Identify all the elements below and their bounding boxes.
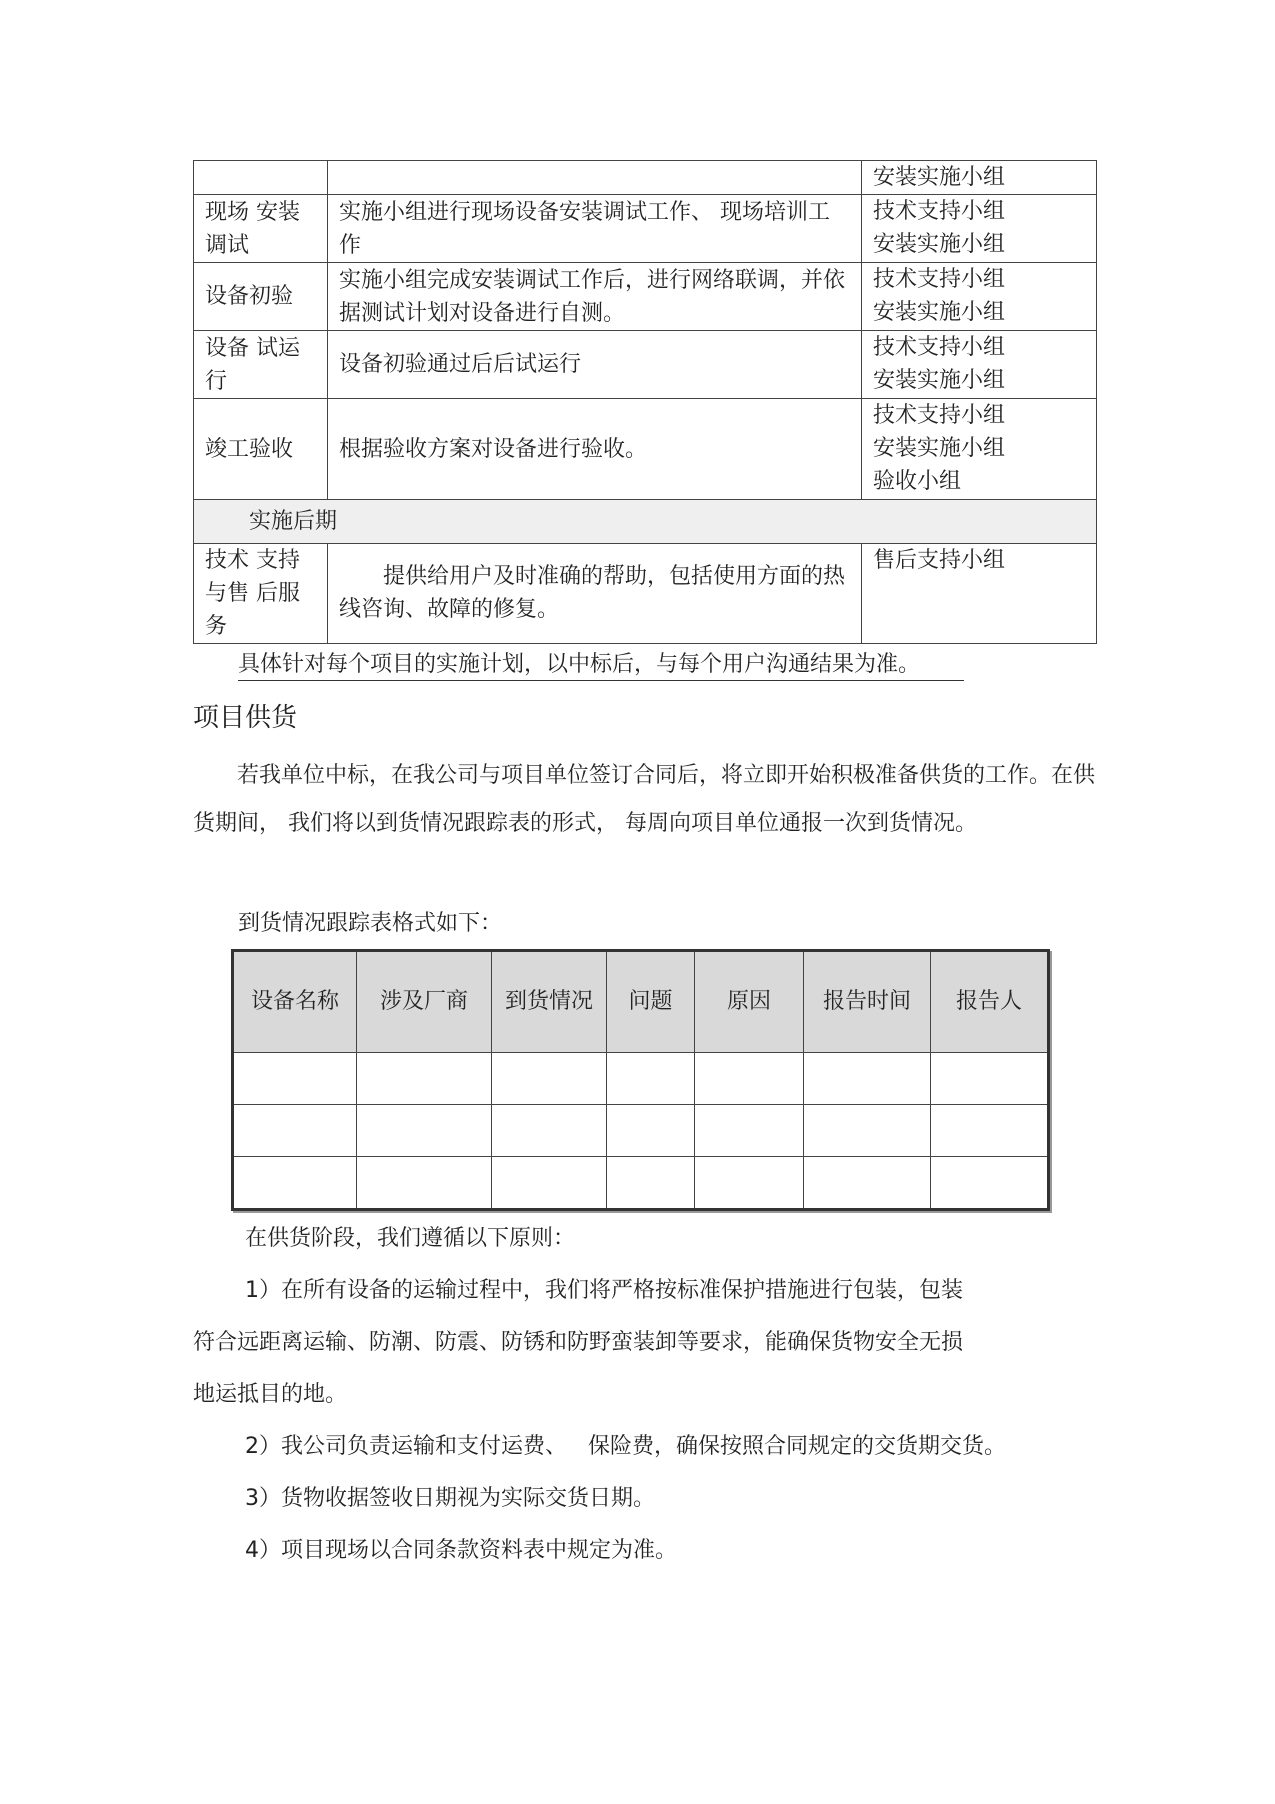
principle-text: 项目现场以合同条款资料表中规定为准。 <box>281 1538 678 1563</box>
group-name: 技术支持小组 <box>873 267 1006 292</box>
principle-number: 2） <box>245 1434 281 1459</box>
principle-item <box>245 1429 1006 1465</box>
table-row <box>233 1157 1049 1210</box>
table-cell <box>233 1157 357 1210</box>
group-cell <box>862 331 1097 399</box>
principle-item <box>245 1533 677 1569</box>
principle-text: 我公司负责运输和支付运费、 保险费，确保按照合同规定的交货期交货。 <box>281 1434 1006 1459</box>
description-text: 提供给用户及时准确的帮助，包括使用方面的热线咨询、故障的修复。 <box>339 564 846 622</box>
description-cell: 根据验收方案对设备进行验收。 <box>328 399 862 500</box>
group-name: 技术支持小组 <box>873 335 1006 360</box>
description-cell: 设备初验通过后后试运行 <box>328 331 862 399</box>
group-name: 安装实施小组 <box>873 368 1006 393</box>
phase-row <box>194 500 1097 544</box>
table-row <box>194 195 1097 263</box>
plan-note: 具体针对每个项目的实施计划，以中标后，与每个用户沟通结果为准。 <box>238 650 964 681</box>
table-cell <box>357 1105 492 1157</box>
group-cell <box>862 399 1097 500</box>
table-cell <box>695 1157 804 1210</box>
group-cell <box>862 195 1097 263</box>
group-name: 技术支持小组 <box>873 199 1006 224</box>
group-cell <box>862 263 1097 331</box>
table-cell <box>804 1053 931 1105</box>
table-cell <box>607 1053 695 1105</box>
table-cell <box>695 1105 804 1157</box>
table-row <box>194 544 1097 644</box>
group-name: 技术支持小组 <box>873 403 1006 428</box>
column-header: 报告人 <box>931 951 1049 1053</box>
stage-cell: 技术 支持与售 后服务 <box>194 544 328 644</box>
principle-number: 4） <box>245 1538 281 1563</box>
table-cell <box>804 1157 931 1210</box>
group-name: 安装实施小组 <box>873 436 1006 461</box>
principle-item <box>245 1273 963 1309</box>
table-cell <box>931 1105 1049 1157</box>
stage-cell: 设备初验 <box>194 263 328 331</box>
table-row <box>194 331 1097 399</box>
table-row <box>194 399 1097 500</box>
table-cell <box>357 1157 492 1210</box>
table-cell <box>233 1053 357 1105</box>
description-cell <box>328 161 862 195</box>
principle-text: 在所有设备的运输过程中，我们将严格按标准保护措施进行包装，包装 <box>281 1278 964 1303</box>
description-cell: 实施小组进行现场设备安装调试工作、 现场培训工作 <box>328 195 862 263</box>
table-intro: 到货情况跟踪表格式如下： <box>238 911 503 936</box>
principles-intro: 在供货阶段，我们遵循以下原则： <box>245 1226 576 1251</box>
principle-number: 3） <box>245 1486 281 1511</box>
column-header: 报告时间 <box>804 951 931 1053</box>
table-cell <box>492 1105 607 1157</box>
table-row <box>233 1053 1049 1105</box>
column-header: 原因 <box>695 951 804 1053</box>
stage-cell: 竣工验收 <box>194 399 328 500</box>
group-name: 安装实施小组 <box>873 165 1006 190</box>
table-cell <box>804 1105 931 1157</box>
section-title: 项目供货 <box>193 703 298 733</box>
column-header: 涉及厂商 <box>357 951 492 1053</box>
group-name: 售后支持小组 <box>873 548 1006 573</box>
principle-number: 1） <box>245 1278 281 1303</box>
table-row <box>194 263 1097 331</box>
table-cell <box>695 1053 804 1105</box>
stage-cell <box>194 161 328 195</box>
column-header: 问题 <box>607 951 695 1053</box>
table-cell <box>607 1157 695 1210</box>
stage-cell: 设备 试运行 <box>194 331 328 399</box>
group-name: 安装实施小组 <box>873 300 1006 325</box>
delivery-tracking-table <box>231 949 1050 1211</box>
principle-item <box>245 1481 655 1517</box>
table-cell <box>492 1157 607 1210</box>
group-name: 安装实施小组 <box>873 232 1006 257</box>
table-cell <box>357 1053 492 1105</box>
column-header: 到货情况 <box>492 951 607 1053</box>
stage-cell: 现场 安装调试 <box>194 195 328 263</box>
description-cell: 实施小组完成安装调试工作后，进行网络联调，并依据测试计划对设备进行自测。 <box>328 263 862 331</box>
paragraph-text: 若我单位中标，在我公司与项目单位签订合同后，将立即开始积极准备供货的工作。在供货期间， 我们将以到货情况跟踪表的形式， 每周向项目单位通报一次到货情况。 <box>193 763 1096 836</box>
table-row <box>233 1105 1049 1157</box>
table-row <box>194 161 1097 195</box>
implementation-plan-table <box>193 160 1097 644</box>
group-cell <box>862 161 1097 195</box>
table-cell <box>607 1105 695 1157</box>
description-cell <box>328 544 862 644</box>
table-cell <box>931 1053 1049 1105</box>
table-cell <box>492 1053 607 1105</box>
principle-text: 货物收据签收日期视为实际交货日期。 <box>281 1486 656 1511</box>
column-header: 设备名称 <box>233 951 357 1053</box>
group-name: 验收小组 <box>873 469 962 494</box>
table-header-row <box>233 951 1049 1053</box>
principle-continuation: 符合远距离运输、防潮、防震、防锈和防野蛮装卸等要求，能确保货物安全无损 <box>193 1330 964 1355</box>
principle-continuation: 地运抵目的地。 <box>193 1382 348 1407</box>
supply-paragraph <box>193 752 1103 848</box>
phase-label: 实施后期 <box>194 500 1097 544</box>
table-cell <box>233 1105 357 1157</box>
table-cell <box>931 1157 1049 1210</box>
group-cell <box>862 544 1097 644</box>
